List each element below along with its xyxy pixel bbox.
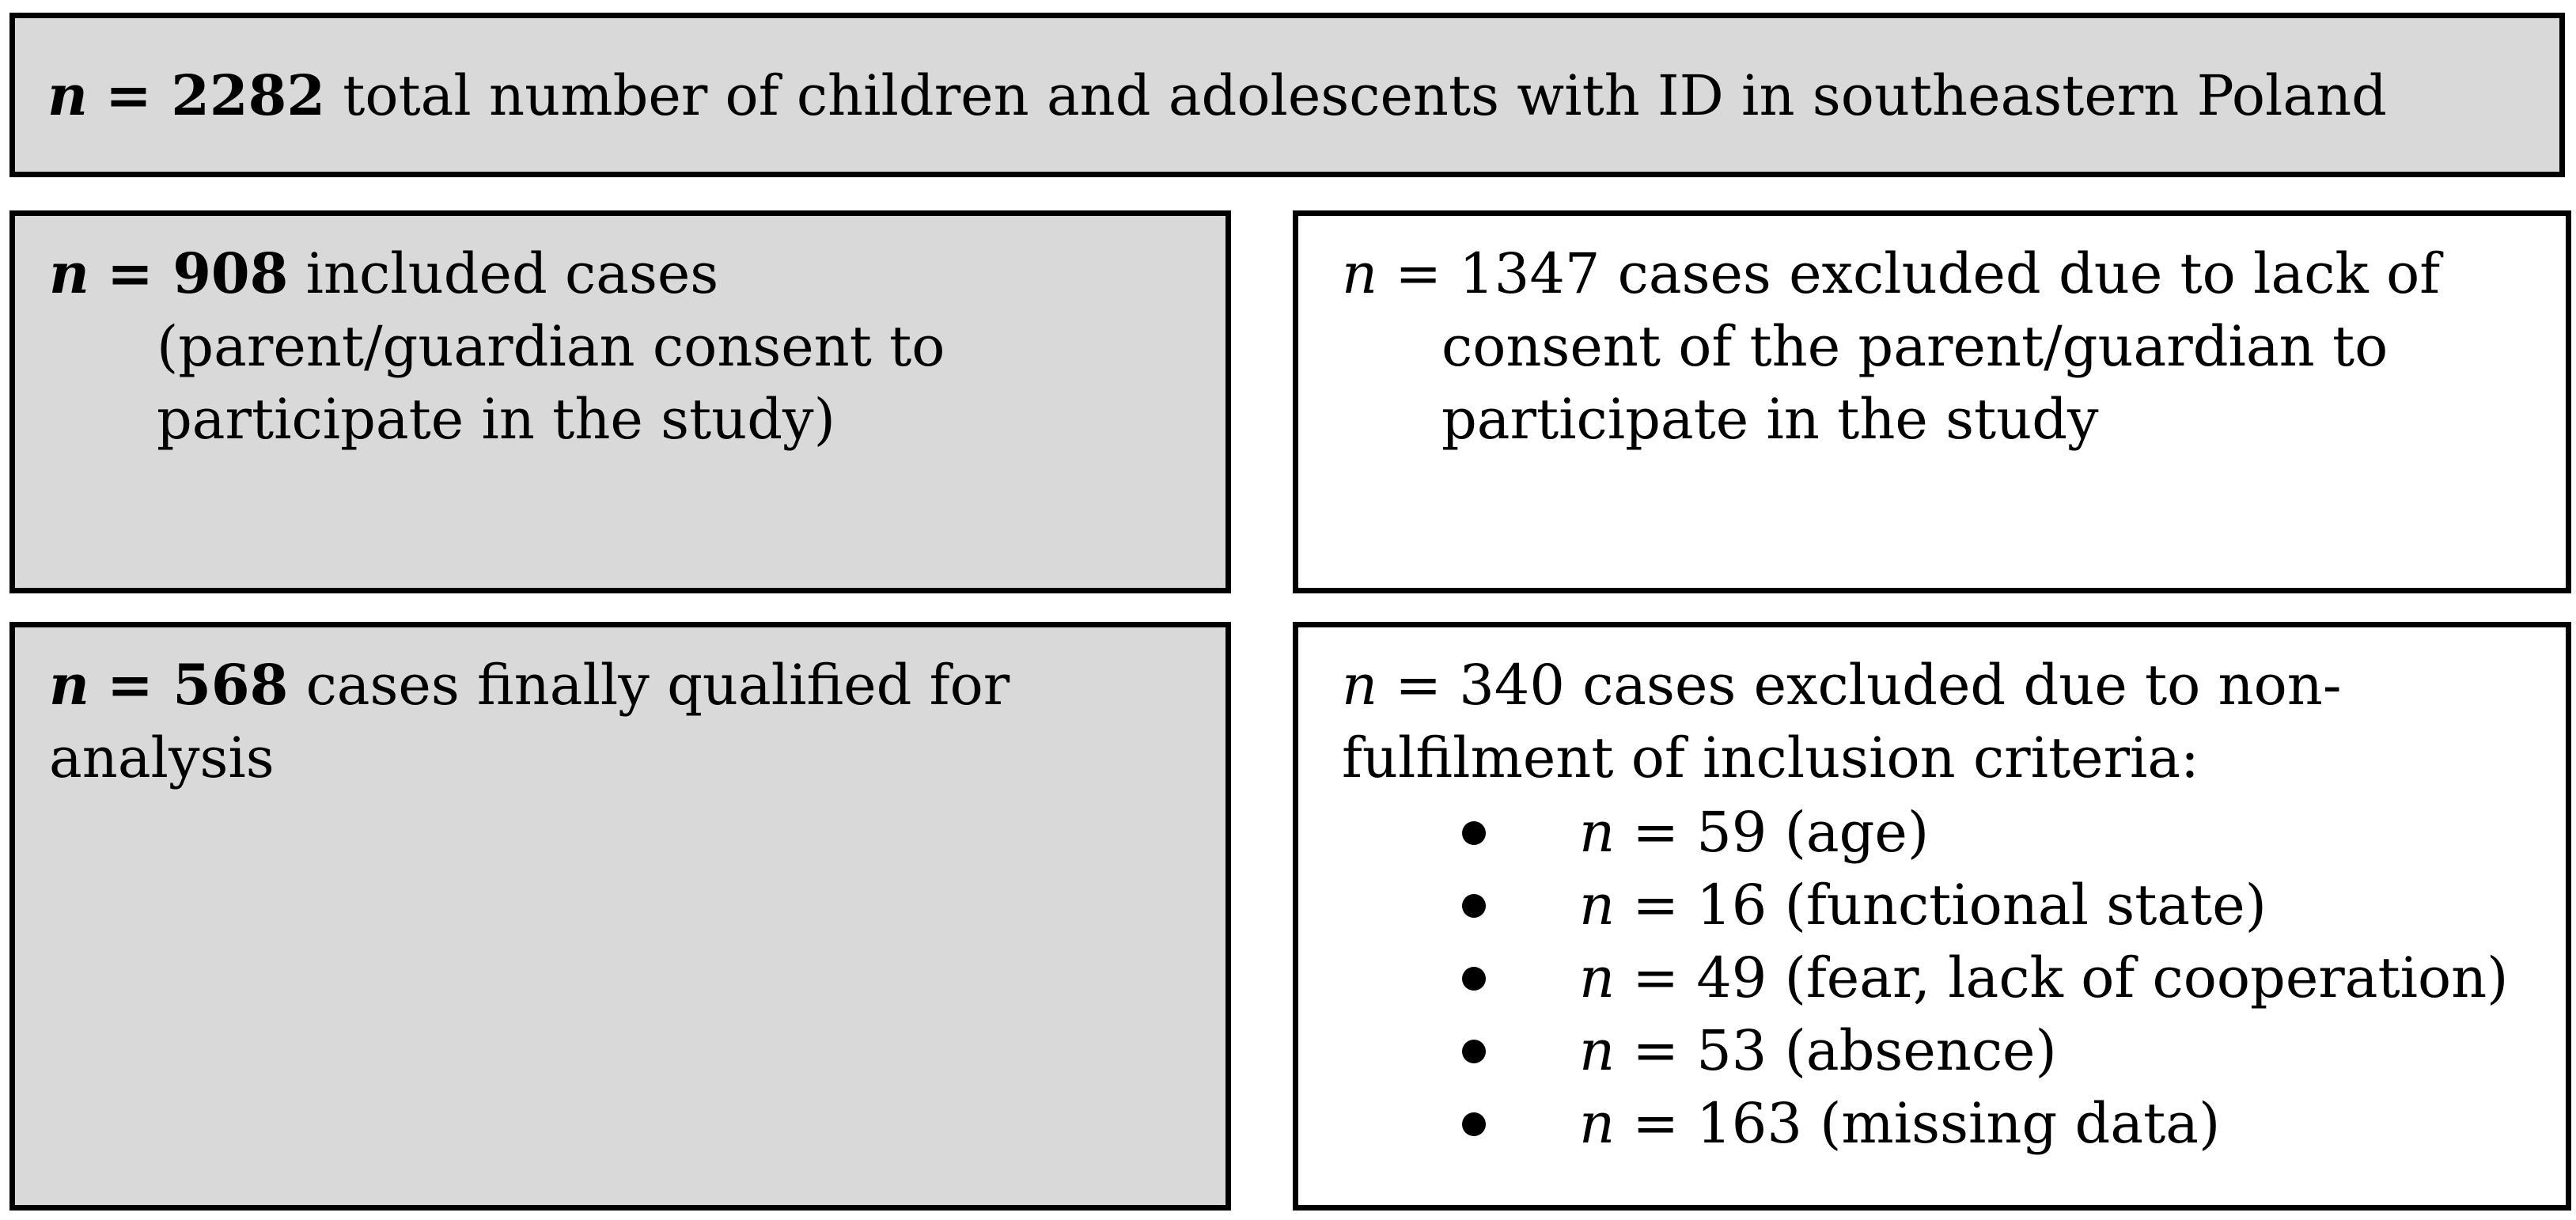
exclusion-item-functional-state <box>1462 869 2554 942</box>
bullet-icon <box>1462 967 1486 991</box>
bullet-icon <box>1462 894 1486 918</box>
included-line-2: (parent/guardian consent to <box>157 314 945 379</box>
included-label: included cases <box>288 241 719 306</box>
included-line-3: participate in the study) <box>157 387 835 452</box>
total-population-text <box>47 59 2387 132</box>
included-line-1 <box>49 237 718 310</box>
exclusion-item-value: = 163 (missing data) <box>1615 1091 2221 1156</box>
exclusion-item-missing-data <box>1462 1087 2554 1160</box>
n-symbol: n <box>1579 945 1616 1010</box>
qualified-line-1 <box>49 649 1010 722</box>
exclusion-item-value: = 53 (absence) <box>1615 1018 2057 1083</box>
n-symbol: n <box>1342 653 1378 718</box>
excluded-consent-line-3: participate in the study <box>1441 387 2099 452</box>
excluded-criteria-line-1 <box>1342 649 2342 722</box>
n-symbol: n <box>49 652 89 718</box>
exclusion-item-text <box>1579 1014 2057 1087</box>
excluded-consent-count: = 1347 cases excluded due to lack of <box>1377 241 2441 306</box>
qualified-label: cases finally qualified for <box>288 653 1010 718</box>
n-symbol: n <box>1579 1018 1616 1083</box>
exclusion-item-age <box>1462 796 2554 869</box>
n-symbol: n <box>1579 1091 1616 1156</box>
excluded-criteria-count: = 340 cases excluded due to non- <box>1377 653 2342 718</box>
n-symbol: n <box>1579 873 1616 938</box>
exclusion-item-text <box>1579 1087 2220 1160</box>
exclusion-item-fear <box>1462 942 2554 1014</box>
n-symbol: n <box>49 241 89 306</box>
exclusion-item-value: = 59 (age) <box>1615 800 1930 865</box>
exclusion-item-absence <box>1462 1014 2554 1087</box>
n-symbol: n <box>1579 800 1616 865</box>
exclusion-item-text <box>1579 869 2267 942</box>
qualified-count: = 568 <box>107 652 289 718</box>
exclusion-item-text <box>1579 942 2509 1014</box>
exclusion-item-value: = 49 (fear, lack of cooperation) <box>1615 945 2509 1010</box>
bullet-icon <box>1462 1112 1486 1136</box>
total-count: = 2282 <box>105 63 326 128</box>
exclusion-item-text <box>1579 796 1929 869</box>
excluded-criteria-line-2: fulfilment of inclusion criteria: <box>1342 726 2199 790</box>
n-symbol: n <box>1342 241 1378 306</box>
included-count: = 908 <box>107 241 289 306</box>
bullet-icon <box>1462 821 1486 845</box>
excluded-consent-line-2: consent of the parent/guardian to <box>1441 314 2388 379</box>
n-symbol: n <box>47 63 88 128</box>
total-description: total number of children and adolescents with ID in southeastern Poland <box>325 63 2387 128</box>
excluded-consent-line-1 <box>1342 237 2440 310</box>
qualified-line-2: analysis <box>49 726 275 790</box>
exclusion-item-value: = 16 (functional state) <box>1615 873 2267 938</box>
bullet-icon <box>1462 1040 1486 1063</box>
